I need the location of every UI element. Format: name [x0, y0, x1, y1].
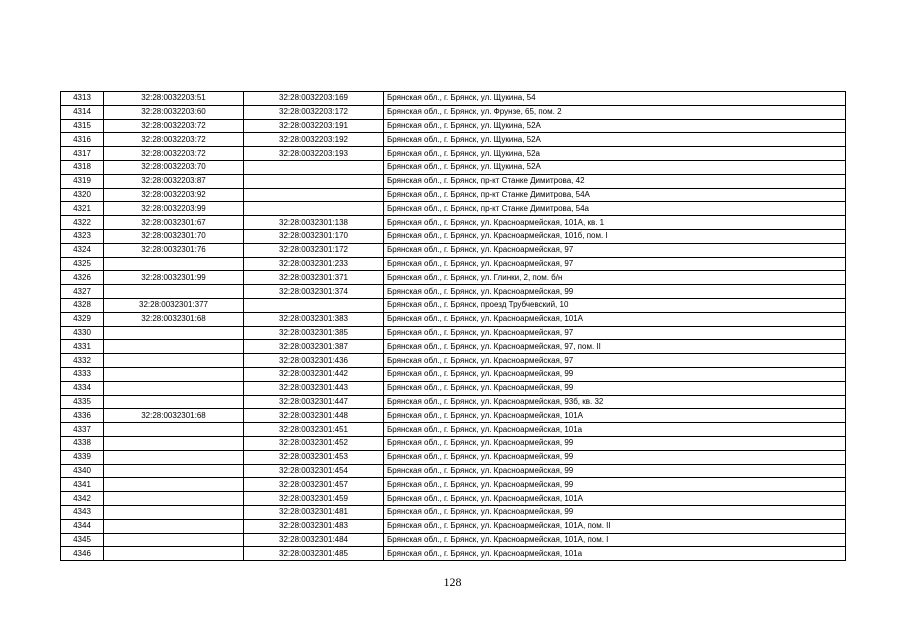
old-cadastral-number-cell: 32:28:0032203:60 — [104, 105, 244, 119]
new-cadastral-number-cell: 32:28:0032301:383 — [244, 312, 384, 326]
old-cadastral-number-cell: 32:28:0032301:68 — [104, 409, 244, 423]
cadastral-table — [60, 91, 846, 561]
new-cadastral-number-cell: 32:28:0032301:459 — [244, 492, 384, 506]
row-number-cell: 4334 — [61, 381, 104, 395]
new-cadastral-number-cell: 32:28:0032203:192 — [244, 133, 384, 147]
row-number-cell: 4345 — [61, 533, 104, 547]
address-cell: Брянская обл., г. Брянск, ул. Фрунзе, 65, пом. 2 — [384, 105, 846, 119]
new-cadastral-number-cell: 32:28:0032301:485 — [244, 547, 384, 561]
row-number-cell: 4340 — [61, 464, 104, 478]
address-cell: Брянская обл., г. Брянск, ул. Красноармейская, 101б, пом. I — [384, 229, 846, 243]
address-cell: Брянская обл., г. Брянск, ул. Красноармейская, 99 — [384, 478, 846, 492]
row-number-cell: 4344 — [61, 519, 104, 533]
address-cell: Брянская обл., г. Брянск, ул. Красноармейская, 97 — [384, 326, 846, 340]
old-cadastral-number-cell — [104, 436, 244, 450]
old-cadastral-number-cell — [104, 533, 244, 547]
old-cadastral-number-cell — [104, 547, 244, 561]
address-cell: Брянская обл., г. Брянск, проезд Трубчевский, 10 — [384, 298, 846, 312]
old-cadastral-number-cell — [104, 395, 244, 409]
address-cell: Брянская обл., г. Брянск, ул. Красноармейская, 93б, кв. 32 — [384, 395, 846, 409]
table-row — [61, 478, 846, 492]
address-cell: Брянская обл., г. Брянск, ул. Красноармейская, 97, пом. II — [384, 340, 846, 354]
table-row — [61, 326, 846, 340]
table-body — [61, 92, 846, 561]
page-number: 128 — [443, 575, 462, 589]
old-cadastral-number-cell: 32:28:0032203:99 — [104, 202, 244, 216]
table-row — [61, 257, 846, 271]
table-row — [61, 395, 846, 409]
new-cadastral-number-cell — [244, 188, 384, 202]
new-cadastral-number-cell: 32:28:0032301:483 — [244, 519, 384, 533]
table-row — [61, 436, 846, 450]
table-row — [61, 450, 846, 464]
row-number-cell: 4342 — [61, 492, 104, 506]
table-row — [61, 547, 846, 561]
address-cell: Брянская обл., г. Брянск, ул. Красноармейская, 101А, пом. II — [384, 519, 846, 533]
table-row — [61, 188, 846, 202]
table-row — [61, 147, 846, 161]
address-cell: Брянская обл., г. Брянск, ул. Красноармейская, 101А, кв. 1 — [384, 216, 846, 230]
table-row — [61, 312, 846, 326]
old-cadastral-number-cell — [104, 478, 244, 492]
old-cadastral-number-cell: 32:28:0032301:70 — [104, 229, 244, 243]
table-row — [61, 492, 846, 506]
row-number-cell: 4318 — [61, 160, 104, 174]
address-cell: Брянская обл., г. Брянск, ул. Красноармейская, 101А, пом. I — [384, 533, 846, 547]
new-cadastral-number-cell: 32:28:0032301:442 — [244, 367, 384, 381]
new-cadastral-number-cell — [244, 174, 384, 188]
table-row — [61, 160, 846, 174]
row-number-cell: 4337 — [61, 423, 104, 437]
old-cadastral-number-cell — [104, 340, 244, 354]
row-number-cell: 4331 — [61, 340, 104, 354]
row-number-cell: 4326 — [61, 271, 104, 285]
row-number-cell: 4319 — [61, 174, 104, 188]
new-cadastral-number-cell: 32:28:0032203:172 — [244, 105, 384, 119]
table-row — [61, 119, 846, 133]
new-cadastral-number-cell: 32:28:0032301:170 — [244, 229, 384, 243]
table-row — [61, 92, 846, 106]
table-row — [61, 423, 846, 437]
new-cadastral-number-cell — [244, 202, 384, 216]
old-cadastral-number-cell — [104, 450, 244, 464]
address-cell: Брянская обл., г. Брянск, ул. Красноармейская, 99 — [384, 450, 846, 464]
address-cell: Брянская обл., г. Брянск, ул. Красноармейская, 101а — [384, 547, 846, 561]
table-row — [61, 533, 846, 547]
address-cell: Брянская обл., г. Брянск, ул. Красноармейская, 99 — [384, 381, 846, 395]
old-cadastral-number-cell — [104, 257, 244, 271]
table-row — [61, 216, 846, 230]
new-cadastral-number-cell: 32:28:0032203:169 — [244, 92, 384, 106]
old-cadastral-number-cell — [104, 519, 244, 533]
old-cadastral-number-cell — [104, 367, 244, 381]
new-cadastral-number-cell: 32:28:0032301:443 — [244, 381, 384, 395]
row-number-cell: 4338 — [61, 436, 104, 450]
new-cadastral-number-cell: 32:28:0032301:374 — [244, 285, 384, 299]
old-cadastral-number-cell: 32:28:0032203:51 — [104, 92, 244, 106]
row-number-cell: 4339 — [61, 450, 104, 464]
row-number-cell: 4346 — [61, 547, 104, 561]
table-row — [61, 340, 846, 354]
old-cadastral-number-cell: 32:28:0032203:72 — [104, 147, 244, 161]
new-cadastral-number-cell: 32:28:0032301:448 — [244, 409, 384, 423]
row-number-cell: 4336 — [61, 409, 104, 423]
old-cadastral-number-cell — [104, 326, 244, 340]
old-cadastral-number-cell: 32:28:0032203:72 — [104, 133, 244, 147]
row-number-cell: 4324 — [61, 243, 104, 257]
table-row — [61, 505, 846, 519]
new-cadastral-number-cell — [244, 298, 384, 312]
new-cadastral-number-cell: 32:28:0032301:138 — [244, 216, 384, 230]
new-cadastral-number-cell: 32:28:0032301:436 — [244, 354, 384, 368]
old-cadastral-number-cell — [104, 354, 244, 368]
row-number-cell: 4332 — [61, 354, 104, 368]
table-row — [61, 105, 846, 119]
new-cadastral-number-cell: 32:28:0032301:172 — [244, 243, 384, 257]
table-row — [61, 202, 846, 216]
address-cell: Брянская обл., г. Брянск, ул. Красноармейская, 99 — [384, 436, 846, 450]
row-number-cell: 4321 — [61, 202, 104, 216]
new-cadastral-number-cell: 32:28:0032301:451 — [244, 423, 384, 437]
old-cadastral-number-cell: 32:28:0032301:76 — [104, 243, 244, 257]
address-cell: Брянская обл., г. Брянск, ул. Красноармейская, 99 — [384, 367, 846, 381]
row-number-cell: 4315 — [61, 119, 104, 133]
row-number-cell: 4328 — [61, 298, 104, 312]
table-row — [61, 409, 846, 423]
table-row — [61, 354, 846, 368]
new-cadastral-number-cell: 32:28:0032301:457 — [244, 478, 384, 492]
row-number-cell: 4341 — [61, 478, 104, 492]
address-cell: Брянская обл., г. Брянск, пр-кт Станке Димитрова, 54а — [384, 202, 846, 216]
new-cadastral-number-cell: 32:28:0032203:193 — [244, 147, 384, 161]
old-cadastral-number-cell: 32:28:0032203:92 — [104, 188, 244, 202]
row-number-cell: 4322 — [61, 216, 104, 230]
table-row — [61, 133, 846, 147]
new-cadastral-number-cell — [244, 160, 384, 174]
table-row — [61, 298, 846, 312]
row-number-cell: 4316 — [61, 133, 104, 147]
old-cadastral-number-cell: 32:28:0032301:68 — [104, 312, 244, 326]
address-cell: Брянская обл., г. Брянск, ул. Щукина, 52а — [384, 147, 846, 161]
address-cell: Брянская обл., г. Брянск, ул. Щукина, 52А — [384, 119, 846, 133]
row-number-cell: 4320 — [61, 188, 104, 202]
old-cadastral-number-cell — [104, 423, 244, 437]
table-row — [61, 243, 846, 257]
old-cadastral-number-cell — [104, 381, 244, 395]
address-cell: Брянская обл., г. Брянск, ул. Красноармейская, 97 — [384, 243, 846, 257]
table-row — [61, 464, 846, 478]
row-number-cell: 4343 — [61, 505, 104, 519]
address-cell: Брянская обл., г. Брянск, пр-кт Станке Димитрова, 54А — [384, 188, 846, 202]
new-cadastral-number-cell: 32:28:0032301:385 — [244, 326, 384, 340]
address-cell: Брянская обл., г. Брянск, ул. Красноармейская, 101А — [384, 312, 846, 326]
new-cadastral-number-cell: 32:28:0032301:447 — [244, 395, 384, 409]
row-number-cell: 4314 — [61, 105, 104, 119]
address-cell: Брянская обл., г. Брянск, ул. Щукина, 52А — [384, 133, 846, 147]
address-cell: Брянская обл., г. Брянск, ул. Красноармейская, 97 — [384, 257, 846, 271]
row-number-cell: 4323 — [61, 229, 104, 243]
row-number-cell: 4313 — [61, 92, 104, 106]
old-cadastral-number-cell — [104, 285, 244, 299]
old-cadastral-number-cell: 32:28:0032203:70 — [104, 160, 244, 174]
row-number-cell: 4325 — [61, 257, 104, 271]
address-cell: Брянская обл., г. Брянск, ул. Красноармейская, 101а — [384, 423, 846, 437]
new-cadastral-number-cell: 32:28:0032301:452 — [244, 436, 384, 450]
address-cell: Брянская обл., г. Брянск, пр-кт Станке Димитрова, 42 — [384, 174, 846, 188]
row-number-cell: 4317 — [61, 147, 104, 161]
old-cadastral-number-cell: 32:28:0032301:377 — [104, 298, 244, 312]
table-row — [61, 229, 846, 243]
old-cadastral-number-cell — [104, 464, 244, 478]
address-cell: Брянская обл., г. Брянск, ул. Красноармейская, 99 — [384, 285, 846, 299]
new-cadastral-number-cell: 32:28:0032301:481 — [244, 505, 384, 519]
old-cadastral-number-cell — [104, 505, 244, 519]
new-cadastral-number-cell: 32:28:0032301:484 — [244, 533, 384, 547]
old-cadastral-number-cell: 32:28:0032203:87 — [104, 174, 244, 188]
row-number-cell: 4330 — [61, 326, 104, 340]
row-number-cell: 4335 — [61, 395, 104, 409]
address-cell: Брянская обл., г. Брянск, ул. Красноармейская, 99 — [384, 505, 846, 519]
table-row — [61, 519, 846, 533]
row-number-cell: 4327 — [61, 285, 104, 299]
address-cell: Брянская обл., г. Брянск, ул. Красноармейская, 97 — [384, 354, 846, 368]
new-cadastral-number-cell: 32:28:0032301:233 — [244, 257, 384, 271]
address-cell: Брянская обл., г. Брянск, ул. Красноармейская, 99 — [384, 464, 846, 478]
new-cadastral-number-cell: 32:28:0032203:191 — [244, 119, 384, 133]
address-cell: Брянская обл., г. Брянск, ул. Щукина, 54 — [384, 92, 846, 106]
old-cadastral-number-cell: 32:28:0032301:99 — [104, 271, 244, 285]
row-number-cell: 4329 — [61, 312, 104, 326]
table-row — [61, 174, 846, 188]
old-cadastral-number-cell — [104, 492, 244, 506]
address-cell: Брянская обл., г. Брянск, ул. Глинки, 2, пом. б/н — [384, 271, 846, 285]
address-cell: Брянская обл., г. Брянск, ул. Красноармейская, 101А — [384, 492, 846, 506]
old-cadastral-number-cell: 32:28:0032301:67 — [104, 216, 244, 230]
new-cadastral-number-cell: 32:28:0032301:454 — [244, 464, 384, 478]
table-row — [61, 381, 846, 395]
row-number-cell: 4333 — [61, 367, 104, 381]
new-cadastral-number-cell: 32:28:0032301:453 — [244, 450, 384, 464]
table-row — [61, 271, 846, 285]
address-cell: Брянская обл., г. Брянск, ул. Щукина, 52А — [384, 160, 846, 174]
old-cadastral-number-cell: 32:28:0032203:72 — [104, 119, 244, 133]
table-row — [61, 285, 846, 299]
new-cadastral-number-cell: 32:28:0032301:371 — [244, 271, 384, 285]
table-row — [61, 367, 846, 381]
new-cadastral-number-cell: 32:28:0032301:387 — [244, 340, 384, 354]
address-cell: Брянская обл., г. Брянск, ул. Красноармейская, 101А — [384, 409, 846, 423]
